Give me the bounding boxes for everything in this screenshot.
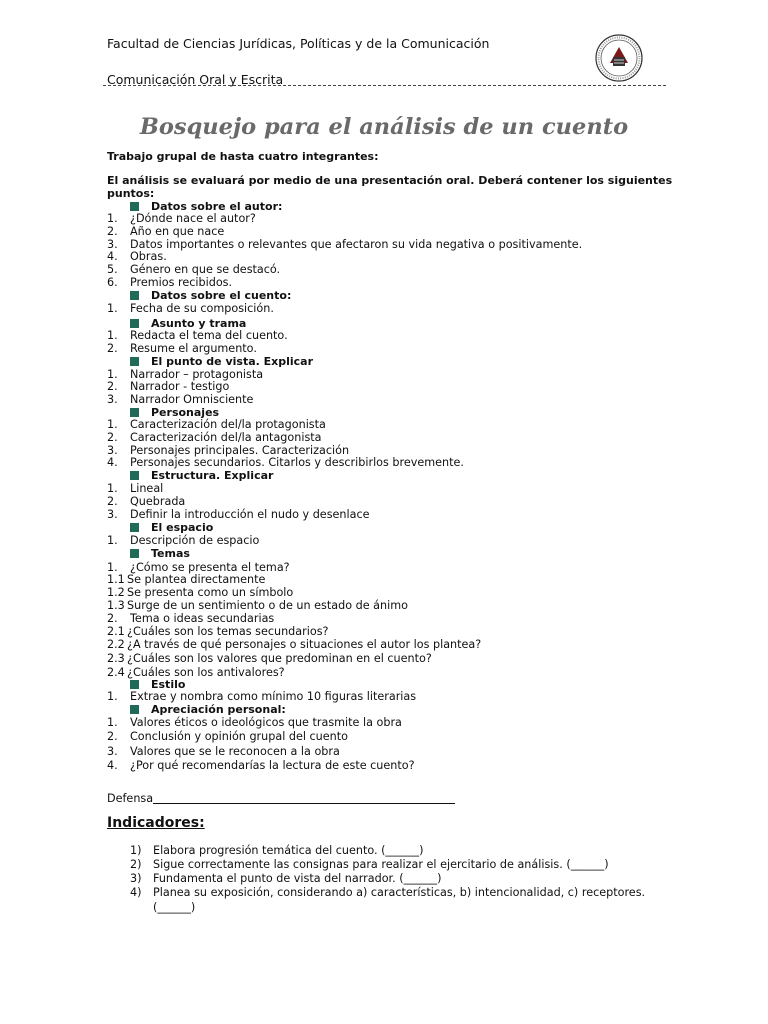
list-item-number: 2. bbox=[107, 495, 118, 508]
list-item-number: 2. bbox=[107, 612, 118, 625]
indicador-number: 1) bbox=[130, 844, 142, 857]
section-heading bbox=[130, 547, 190, 560]
list-item-number: 2.2 bbox=[107, 638, 125, 651]
list-item-text: ¿Cuáles son los temas secundarios? bbox=[127, 625, 329, 638]
section-title: Datos sobre el autor: bbox=[151, 200, 283, 213]
list-item-text: Narrador – protagonista bbox=[130, 368, 264, 381]
indicador-text: Sigue correctamente las consignas para realizar el ejercitario de análisis. (______) bbox=[153, 858, 609, 871]
list-item-number: 1.3 bbox=[107, 599, 125, 612]
list-item-text: Datos importantes o relevantes que afectaron su vida negativa o positivamente. bbox=[130, 238, 583, 251]
list-item-text: Caracterización del/la antagonista bbox=[130, 431, 322, 444]
list-item-number: 1. bbox=[107, 690, 118, 703]
list-item-text: Narrador - testigo bbox=[130, 380, 230, 393]
list-item-text: Conclusión y opinión grupal del cuento bbox=[130, 730, 348, 743]
list-item-text: Valores que se le reconocen a la obra bbox=[130, 745, 340, 758]
university-seal-icon bbox=[594, 33, 644, 83]
indicador-text: Planea su exposición, considerando a) características, b) intencionalidad, c) receptores. (______) bbox=[153, 886, 646, 914]
list-item-number: 1. bbox=[107, 329, 118, 342]
square-bullet-icon bbox=[130, 680, 139, 689]
square-bullet-icon bbox=[130, 357, 139, 366]
list-item-text: Se plantea directamente bbox=[127, 573, 266, 586]
list-item-number: 2. bbox=[107, 225, 118, 238]
list-item-number: 1. bbox=[107, 418, 118, 431]
section-title: El espacio bbox=[151, 521, 214, 534]
list-item-text: Premios recibidos. bbox=[130, 276, 233, 289]
list-item-text: Extrae y nombra como mínimo 10 figuras literarias bbox=[130, 690, 417, 703]
square-bullet-icon bbox=[130, 549, 139, 558]
list-item-text: Narrador Omnisciente bbox=[130, 393, 254, 406]
list-item-number: 2. bbox=[107, 342, 118, 355]
section-title: Personajes bbox=[151, 406, 220, 419]
list-item-number: 2. bbox=[107, 730, 118, 743]
list-item-text: Género en que se destacó. bbox=[130, 263, 281, 276]
square-bullet-icon bbox=[130, 705, 139, 714]
list-item-text: Obras. bbox=[130, 250, 167, 263]
list-item-number: 1. bbox=[107, 482, 118, 495]
section-title: Datos sobre el cuento: bbox=[151, 289, 292, 302]
list-item-text: Tema o ideas secundarias bbox=[130, 612, 275, 625]
list-item-number: 4. bbox=[107, 759, 118, 772]
list-item-text: Quebrada bbox=[130, 495, 186, 508]
list-item-text: ¿Cómo se presenta el tema? bbox=[130, 561, 290, 574]
list-item-number: 2.3 bbox=[107, 652, 125, 665]
section-title: Asunto y trama bbox=[151, 317, 247, 330]
section-heading bbox=[130, 355, 313, 368]
list-item-number: 1. bbox=[107, 302, 118, 315]
square-bullet-icon bbox=[130, 408, 139, 417]
list-item-text: ¿Por qué recomendarías la lectura de este cuento? bbox=[130, 759, 415, 772]
faculty-name: Facultad de Ciencias Jurídicas, Políticas y de la Comunicación bbox=[107, 36, 490, 51]
square-bullet-icon bbox=[130, 291, 139, 300]
list-item-number: 1. bbox=[107, 212, 118, 225]
list-item-text: Resume el argumento. bbox=[130, 342, 257, 355]
square-bullet-icon bbox=[130, 319, 139, 328]
list-item-text: Lineal bbox=[130, 482, 164, 495]
list-item-text: Valores éticos o ideológicos que trasmite la obra bbox=[130, 716, 402, 729]
indicadores-title: Indicadores: bbox=[107, 815, 205, 831]
section-heading bbox=[130, 521, 213, 534]
list-item-number: 6. bbox=[107, 276, 118, 289]
list-item-number: 2. bbox=[107, 431, 118, 444]
list-item-text: ¿A través de qué personajes o situaciones el autor los plantea? bbox=[127, 638, 482, 651]
list-item-number: 1.2 bbox=[107, 586, 125, 599]
list-item-number: 1. bbox=[107, 534, 118, 547]
indicador-number: 2) bbox=[130, 858, 142, 871]
list-item-text: Personajes principales. Caracterización bbox=[130, 444, 350, 457]
indicador-text: Fundamenta el punto de vista del narrador. (______) bbox=[153, 872, 442, 885]
list-item-number: 1. bbox=[107, 368, 118, 381]
list-item-number: 2.4 bbox=[107, 666, 125, 679]
list-item-number: 2. bbox=[107, 380, 118, 393]
list-item-text: Personajes secundarios. Citarlos y describirlos brevemente. bbox=[130, 456, 464, 469]
section-title: El punto de vista. Explicar bbox=[151, 355, 314, 368]
list-item-number: 3. bbox=[107, 393, 118, 406]
list-item-text: ¿Cuáles son los antivalores? bbox=[127, 666, 285, 679]
section-title: Estructura. Explicar bbox=[151, 469, 274, 482]
section-heading bbox=[130, 289, 291, 302]
indicador-number: 4) bbox=[130, 886, 142, 899]
list-item-text: Definir la introducción el nudo y desenlace bbox=[130, 508, 370, 521]
section-title: Estilo bbox=[151, 678, 186, 691]
defensa-field bbox=[107, 792, 455, 805]
square-bullet-icon bbox=[130, 523, 139, 532]
indicador-text: Elabora progresión temática del cuento. (______) bbox=[153, 844, 424, 857]
square-bullet-icon bbox=[130, 471, 139, 480]
list-item-text: Se presenta como un símbolo bbox=[127, 586, 294, 599]
list-item-number: 3. bbox=[107, 745, 118, 758]
list-item-text: Surge de un sentimiento o de un estado de ánimo bbox=[127, 599, 408, 612]
section-title: Temas bbox=[151, 547, 190, 560]
list-item-number: 3. bbox=[107, 238, 118, 251]
intro-line-2: El análisis se evaluará por medio de una presentación oral. Deberá contener los siguientes puntos: bbox=[107, 174, 673, 200]
page-title: Bosquejo para el análisis de un cuento bbox=[139, 114, 629, 140]
intro-line-1: Trabajo grupal de hasta cuatro integrantes: bbox=[107, 150, 379, 163]
section-title: Apreciación personal: bbox=[151, 703, 286, 716]
list-item-text: Fecha de su composición. bbox=[130, 302, 274, 315]
list-item-number: 1.1 bbox=[107, 573, 125, 586]
list-item-text: Año en que nace bbox=[130, 225, 225, 238]
list-item-number: 4. bbox=[107, 250, 118, 263]
list-item-number: 3. bbox=[107, 508, 118, 521]
list-item-text: Redacta el tema del cuento. bbox=[130, 329, 288, 342]
defensa-blank-line bbox=[153, 792, 455, 804]
list-item-number: 5. bbox=[107, 263, 118, 276]
indicador-number: 3) bbox=[130, 872, 142, 885]
course-name: Comunicación Oral y Escrita bbox=[107, 72, 284, 87]
list-item-text: ¿Cuáles son los valores que predominan en el cuento? bbox=[127, 652, 432, 665]
header-divider bbox=[103, 85, 666, 86]
list-item-number: 1. bbox=[107, 716, 118, 729]
list-item-number: 4. bbox=[107, 456, 118, 469]
list-item-number: 3. bbox=[107, 444, 118, 457]
list-item-text: ¿Dónde nace el autor? bbox=[130, 212, 256, 225]
list-item-number: 2.1 bbox=[107, 625, 125, 638]
section-heading bbox=[130, 469, 273, 482]
list-item-text: Caracterización del/la protagonista bbox=[130, 418, 326, 431]
list-item-number: 1. bbox=[107, 561, 118, 574]
list-item-text: Descripción de espacio bbox=[130, 534, 260, 547]
defensa-label: Defensa bbox=[107, 792, 154, 805]
section-heading bbox=[130, 703, 286, 716]
square-bullet-icon bbox=[130, 202, 139, 211]
